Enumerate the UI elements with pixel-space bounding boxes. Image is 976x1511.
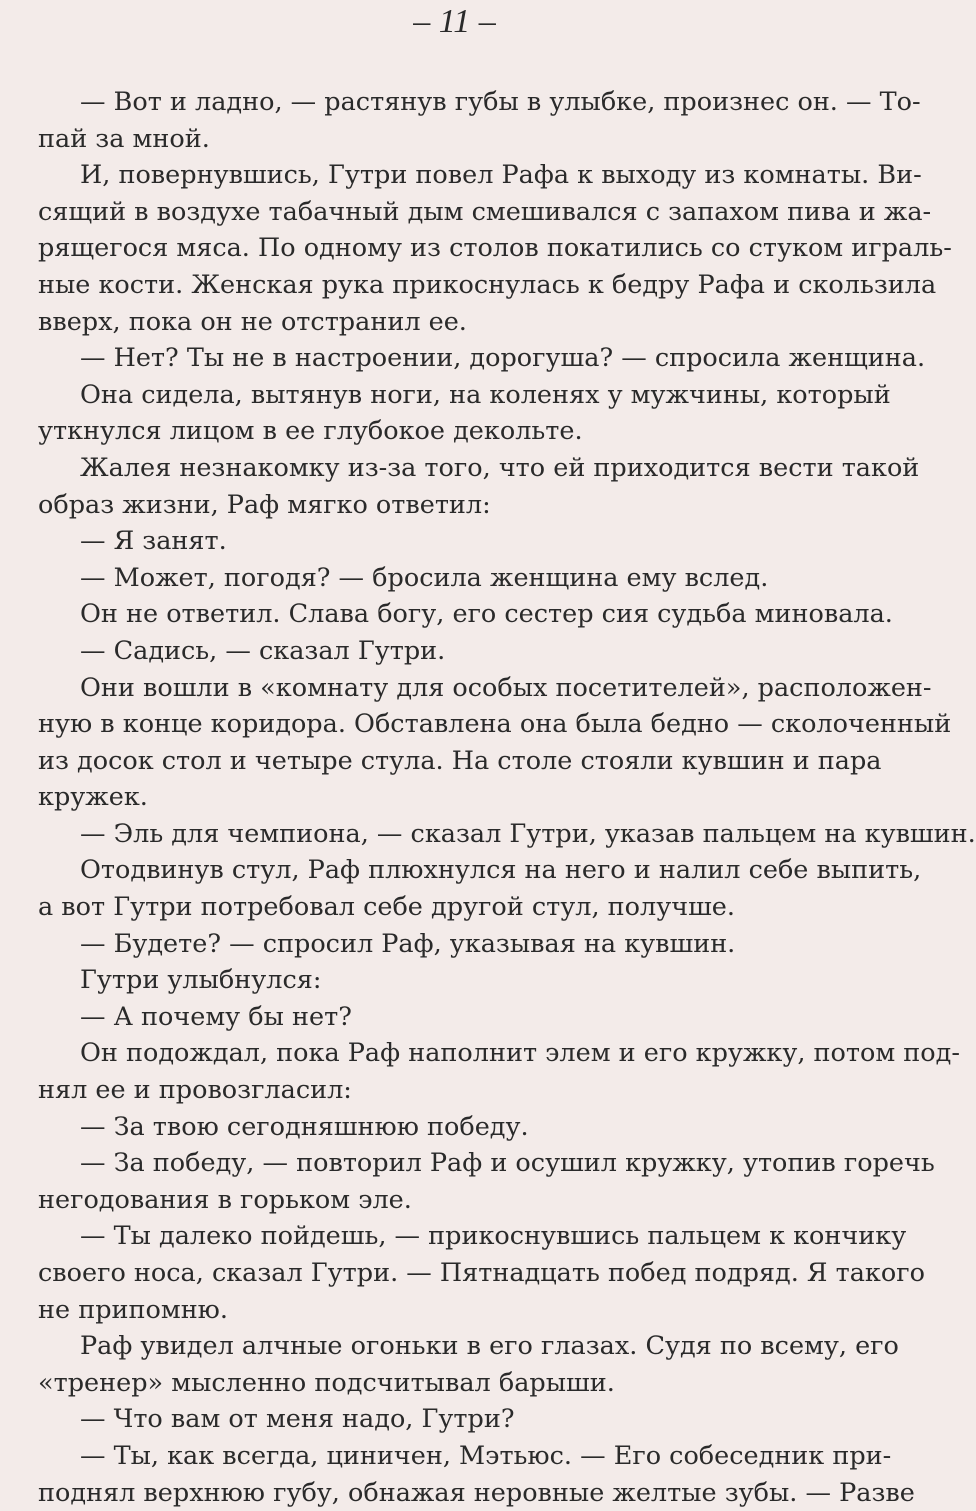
- text-line: — За твою сегодняшнюю победу.: [80, 1111, 529, 1142]
- text-line: «тренер» мысленно подсчитывал барыши.: [38, 1367, 615, 1398]
- text-line: ную в конце коридора. Обставлена она была бедно — сколоченный: [38, 709, 952, 740]
- body-text: [38, 84, 976, 1511]
- text-line: Раф увидел алчные огоньки в его глазах. Судя по всему, его: [80, 1331, 899, 1362]
- text-line: сящий в воздухе табачный дым смешивался с запахом пива и жа-: [38, 196, 932, 227]
- text-line: Он подождал, пока Раф наполнит элем и его кружку, потом под-: [80, 1038, 960, 1069]
- text-line: Отодвинув стул, Раф плюхнулся на него и налил себе выпить,: [80, 855, 922, 886]
- text-line: — Ты далеко пойдешь, — прикоснувшись пальцем к кончику: [80, 1221, 907, 1252]
- text-line: Жалея незнакомку из-за того, что ей приходится вести такой: [80, 452, 920, 483]
- text-line: — А почему бы нет?: [80, 1001, 352, 1032]
- page-number: – 11 –: [413, 3, 496, 40]
- text-line: — За победу, — повторил Раф и осушил кружку, утопив горечь: [80, 1148, 935, 1179]
- text-line: ные кости. Женская рука прикоснулась к бедру Рафа и скользила: [38, 269, 937, 300]
- text-line: — Ты, как всегда, циничен, Мэтьюс. — Его собеседник при-: [80, 1440, 892, 1471]
- text-line: негодования в горьком эле.: [38, 1184, 412, 1215]
- text-line: уткнулся лицом в ее глубокое декольте.: [38, 416, 583, 447]
- text-line: Она сидела, вытянув ноги, на коленях у мужчины, который: [80, 379, 891, 410]
- text-line: а вот Гутри потребовал себе другой стул, получше.: [38, 892, 735, 923]
- text-line: Он не ответил. Слава богу, его сестер сия судьба миновала.: [80, 599, 893, 630]
- text-line: — Нет? Ты не в настроении, дорогуша? — спросила женщина.: [80, 343, 926, 374]
- text-line: — Я занят.: [80, 526, 227, 557]
- text-line: — Может, погодя? — бросила женщина ему вслед.: [80, 562, 769, 593]
- text-line: нял ее и провозгласил:: [38, 1075, 352, 1106]
- text-line: не припомню.: [38, 1294, 228, 1325]
- text-line: И, повернувшись, Гутри повел Рафа к выходу из комнаты. Ви-: [80, 160, 922, 191]
- text-line: — Что вам от меня надо, Гутри?: [80, 1404, 515, 1435]
- text-line: Они вошли в «комнату для особых посетителей», расположен-: [80, 672, 932, 703]
- text-line: кружек.: [38, 782, 148, 813]
- text-line: образ жизни, Раф мягко ответил:: [38, 489, 491, 520]
- text-line: — Вот и ладно, — растянув губы в улыбке, произнес он. — То-: [80, 87, 921, 117]
- text-line: вверх, пока он не отстранил ее.: [38, 306, 467, 337]
- text-line: рящегося мяса. По одному из столов покатились со стуком играль-: [38, 233, 952, 264]
- text-line: — Будете? — спросил Раф, указывая на кувшин.: [80, 928, 736, 959]
- text-line: — Эль для чемпиона, — сказал Гутри, указав пальцем на кувшин.: [80, 818, 976, 849]
- text-line: своего носа, сказал Гутри. — Пятнадцать побед подряд. Я такого: [38, 1258, 925, 1288]
- text-line: — Садись, — сказал Гутри.: [80, 635, 446, 666]
- text-line: из досок стол и четыре стула. На столе стояли кувшин и пара: [38, 745, 882, 776]
- text-line: Гутри улыбнулся:: [80, 965, 322, 996]
- text-line: пай за мной.: [38, 123, 210, 154]
- text-line: поднял верхнюю губу, обнажая неровные желтые зубы. — Разве: [38, 1477, 915, 1508]
